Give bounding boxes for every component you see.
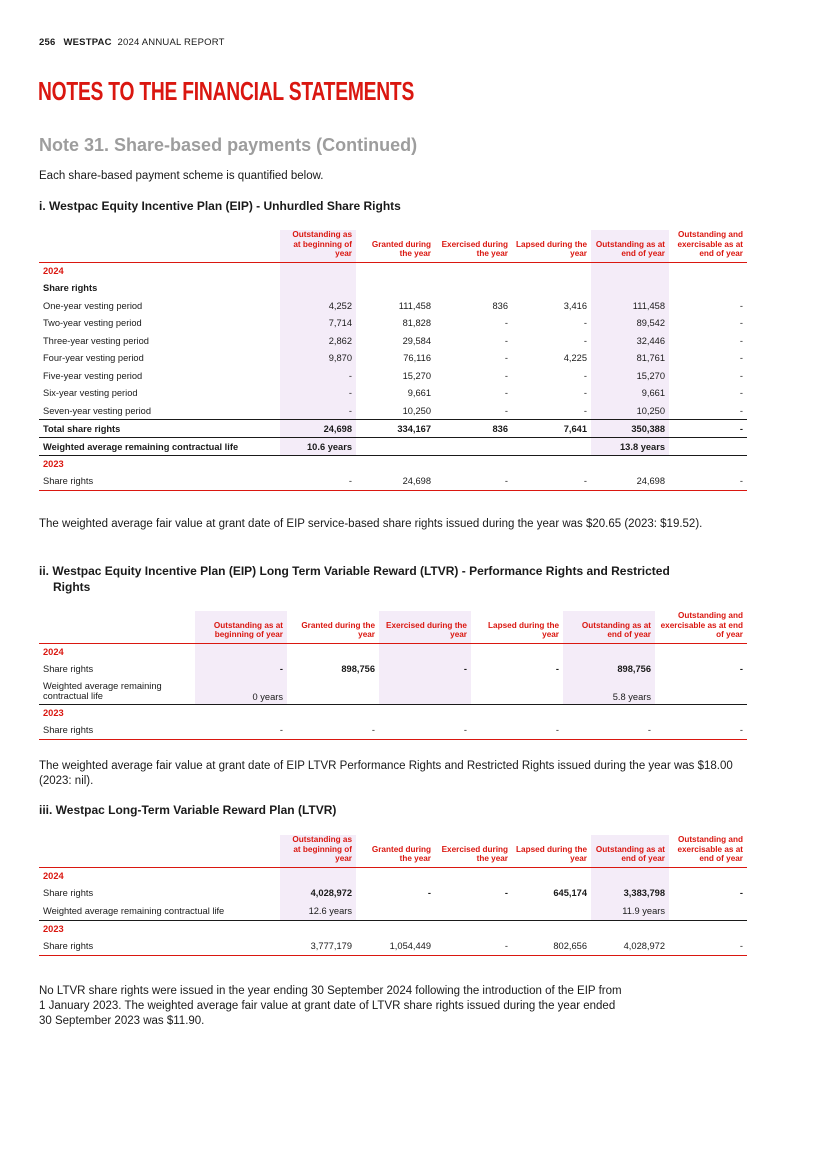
cell: - [739,388,743,399]
cell: 5.8 years [563,678,655,704]
cell: 2,862 [280,332,356,350]
column-header: Exercised during the year [379,611,471,643]
cell: 11.9 years [591,902,669,920]
table-row [39,660,747,678]
note-title: Note 31. Share-based payments (Continued) [39,135,418,155]
table-header-row [39,611,747,643]
cell: - [280,473,356,491]
cell: - [435,937,512,955]
cell: 24,698 [591,473,669,491]
cell: - [280,385,356,403]
cell: - [669,473,747,491]
table-row [39,315,747,333]
section3-note-line: 30 September 2023 was $11.90. [39,1015,205,1027]
row-label: Share rights [39,721,195,739]
year-row [39,643,747,660]
cell: 334,167 [356,420,435,438]
column-header: Lapsed during the year [512,230,591,262]
total-row [39,420,747,438]
year-label: 2023 [43,707,64,718]
year-row [39,920,747,937]
cell: 24,698 [356,473,435,491]
cell: 81,828 [402,318,431,329]
cell: - [655,721,747,739]
report-name: 2024 ANNUAL REPORT [117,37,225,48]
column-header: Outstanding as at beginning of year [280,835,356,867]
cell: 898,756 [341,664,375,674]
cell: - [583,335,587,346]
cell: - [195,721,287,739]
section2-heading-line2: Rights [53,580,91,594]
cell: 10.6 years [280,438,356,456]
group-label: Share rights [43,283,98,293]
cell: 7,714 [280,315,356,333]
cell: 9,870 [280,350,356,368]
cell: 9,661 [407,388,431,399]
cell: - [504,335,508,346]
cell: 76,116 [403,353,431,364]
cell: - [583,318,587,329]
column-header: Granted during the year [356,835,435,867]
cell: 10,250 [356,402,435,420]
row-label: Share rights [43,888,94,898]
year-label: 2023 [43,923,64,934]
cell: - [512,473,591,491]
cell: - [555,664,559,674]
section2-heading [39,563,670,595]
cell: - [563,721,655,739]
cell: 3,777,179 [280,937,356,955]
cell: - [739,300,743,311]
cell: - [504,388,508,399]
table-row [39,884,747,902]
row-label: Six-year vesting period [43,388,138,399]
table-row [39,721,747,739]
eip-ltvr-table [39,611,747,740]
cell: 32,446 [591,332,669,350]
year-row [39,704,747,721]
row-label: Weighted average remaining contractual life [39,902,280,920]
cell: - [669,402,747,420]
table-row [39,385,747,403]
cell: 1,054,449 [356,937,435,955]
column-header: Outstanding and exercisable as at end of year [669,230,747,262]
section3-note-line: 1 January 2023. The weighted average fair value at grant date of LTVR share rights issued during the year ended [39,1000,616,1012]
cell: - [739,353,743,364]
row-label: Three-year vesting period [43,335,149,346]
cell: - [669,937,747,955]
cell: - [435,473,512,491]
cell: 15,270 [402,370,431,381]
column-header: Lapsed during the year [471,611,563,643]
column-header: Granted during the year [356,230,435,262]
cell: - [512,402,591,420]
year-label: 2024 [43,646,64,657]
cell: - [379,721,471,739]
row-label: One-year vesting period [43,300,143,311]
table-row [39,297,747,315]
cell: 3,416 [563,300,587,311]
cell: 7,641 [512,420,591,438]
cell: 81,761 [591,350,669,368]
cell: 24,698 [280,420,356,438]
cell: 836 [435,420,512,438]
cell: - [583,370,587,381]
cell: 802,656 [512,937,591,955]
column-header: Outstanding as at end of year [591,230,669,262]
row-label: Weighted average remaining contractual life [39,678,195,704]
section1-heading: i. Westpac Equity Incentive Plan (EIP) - Unhurdled Share Rights [39,199,401,213]
year-row [39,262,747,279]
page-number: 256 [39,37,56,48]
cell: - [739,318,743,329]
table-header-row [39,835,747,867]
cell: - [669,420,747,438]
row-label: Four-year vesting period [43,353,144,364]
cell: - [739,335,743,346]
cell: 111,458 [591,297,669,315]
cell: 645,174 [553,888,587,898]
cell: 13.8 years [591,438,669,456]
cell: 4,028,972 [591,937,669,955]
column-header: Exercised during the year [435,230,512,262]
cell: - [504,318,508,329]
year-row [39,456,747,473]
cell: - [504,353,508,364]
row-label: Share rights [39,937,280,955]
cell: 3,383,798 [591,884,669,902]
column-header: Exercised during the year [435,835,512,867]
section2-heading-line1: ii. Westpac Equity Incentive Plan (EIP) Long Term Variable Reward (LTVR) - Performance Rights and Restricted [39,564,670,578]
intro-text: Each share-based payment scheme is quantified below. [39,170,324,182]
column-header: Granted during the year [287,611,379,643]
section3-note-line: No LTVR share rights were issued in the year ending 30 September 2024 following the introduction of the EIP from [39,985,622,997]
cell: - [280,402,356,420]
label-column-header [39,230,280,262]
cell: - [504,888,508,898]
year-label: 2023 [43,459,64,470]
cell: - [471,721,563,739]
column-header: Outstanding and exercisable as at end of year [655,611,747,643]
row-label: Share rights [43,664,94,674]
cell: 4,225 [563,353,587,364]
section3-note [39,984,749,1029]
cell: - [739,888,743,898]
cell: - [379,660,471,678]
row-label: Weighted average remaining contractual life [39,438,280,456]
section3-heading: iii. Westpac Long-Term Variable Reward Plan (LTVR) [39,803,337,817]
weighted-average-row [39,678,747,704]
cell: - [583,388,587,399]
row-label: Share rights [39,473,280,491]
row-label: Seven-year vesting period [39,402,280,420]
page-header [39,37,225,48]
table-header-row [39,230,747,262]
cell: 836 [492,300,508,311]
row-label: Five-year vesting period [43,370,143,381]
cell: 9,661 [591,385,669,403]
label-column-header [39,611,195,643]
ltvr-table [39,835,747,956]
label-column-header [39,835,280,867]
cell: 15,270 [591,367,669,385]
row-label: Two-year vesting period [43,318,142,329]
column-header: Outstanding and exercisable as at end of year [669,835,747,867]
section1-note: The weighted average fair value at grant date of EIP service-based share rights issued during the year was $20.65 (2023: $19.52). [39,518,703,530]
table-row [39,473,747,491]
column-header: Outstanding as at end of year [591,835,669,867]
cell: 4,028,972 [280,884,356,902]
cell: - [427,888,431,898]
cell: - [739,370,743,381]
cell: - [739,664,743,674]
year-label: 2024 [43,870,64,881]
table-row [39,402,747,420]
table-row [39,937,747,955]
year-row [39,867,747,884]
cell: 89,542 [591,315,669,333]
cell: 0 years [195,678,287,704]
eip-unhurdled-table [39,230,747,491]
group-row [39,279,747,297]
cell: 898,756 [563,660,655,678]
cell: 10,250 [591,402,669,420]
row-label: Total share rights [39,420,280,438]
year-label: 2024 [43,265,64,276]
cell: - [195,660,287,678]
weighted-average-row [39,902,747,920]
cell: 4,252 [280,297,356,315]
table-row [39,332,747,350]
brand-name: WESTPAC [63,37,112,48]
cell: 111,458 [398,300,431,311]
column-header: Outstanding as at beginning of year [195,611,287,643]
page-title: NOTES TO THE FINANCIAL STATEMENTS [38,76,415,106]
table-row [39,350,747,368]
cell: - [435,402,512,420]
table-row [39,367,747,385]
cell: - [280,367,356,385]
cell: 350,388 [591,420,669,438]
column-header: Lapsed during the year [512,835,591,867]
cell: 29,584 [402,335,431,346]
weighted-average-row [39,438,747,456]
column-header: Outstanding as at end of year [563,611,655,643]
cell: - [504,370,508,381]
column-header: Outstanding as at beginning of year [280,230,356,262]
cell: - [287,721,379,739]
cell: 12.6 years [280,902,356,920]
section2-note: The weighted average fair value at grant date of EIP LTVR Performance Rights and Restricted Rights issued during the year was $18.00 (2023: nil). [39,760,733,787]
